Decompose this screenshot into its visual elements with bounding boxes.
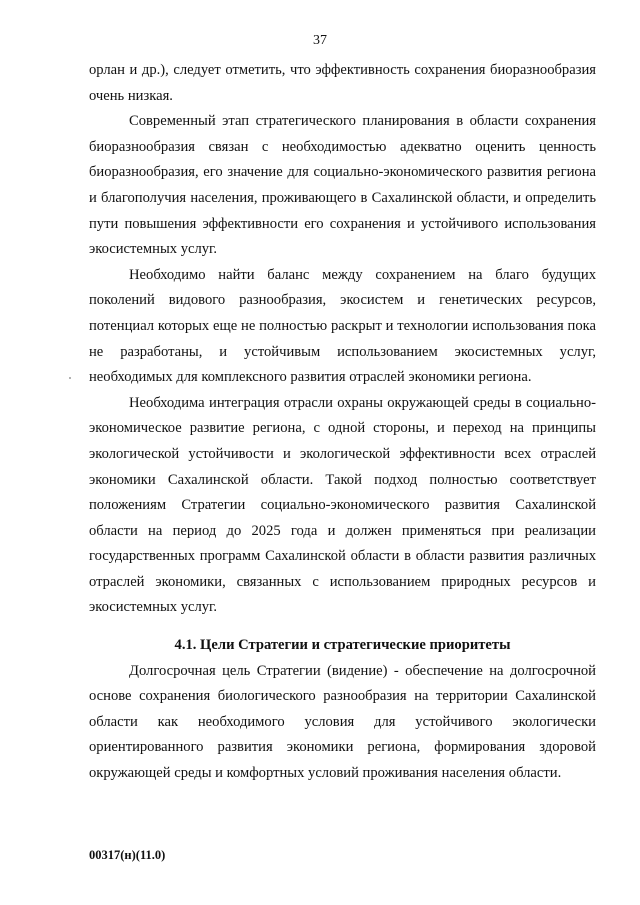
paragraph-strategic-planning: Современный этап стратегического планирования в области сохранения биоразнообразия связан с необходимостью адекватно оценить ценность биоразнообразия, его значение для социально-экономического развития региона и благополучия населения, проживающего в Сахалинской области, и определить пути повышения эффективности его сохранения и устойчивого использования экосистемных услуг. (89, 113, 596, 258)
section-heading: 4.1. Цели Стратегии и стратегические приоритеты (174, 637, 511, 654)
paragraph-continued: орлан и др.), следует отметить, что эффективность сохранения биоразнообразия очень низкая. (89, 62, 596, 104)
scan-artifact-dot (69, 377, 71, 379)
document-code: 00317(н)(11.0) (89, 848, 166, 862)
page-number: 37 (313, 33, 327, 48)
paragraph-long-term-goal: Долгосрочная цель Стратегии (видение) - обеспечение на долгосрочной основе сохранения биологического разнообразия на территории Сахалинской области как необходимого условия для устойчивого экологически ориентированного развития экономики региона, формирования здоровой окружающей среды и комфортных условий проживания населения области. (89, 662, 596, 782)
document-body (89, 58, 596, 787)
paragraph-integration: Необходима интеграция отрасли охраны окружающей среды в социально-экономическое развитие региона, с одной стороны, и переход на принципы экологической устойчивости и экологической эффективности всех отраслей экономики Сахалинской области. Такой подход полностью соответствует положениям Стратегии социально-экономического развития Сахалинской области на период до 2025 года и должен применяться при реализации государственных программ Сахалинской области в области развития различных отраслей экономики, связанных с использованием природных ресурсов и экосистемных услуг. (89, 394, 596, 616)
paragraph-balance: Необходимо найти баланс между сохранением на благо будущих поколений видового разнообразия, экосистем и генетических ресурсов, потенциал которых еще не полностью раскрыт и технологии использования пока не разработаны, и устойчивым использованием экосистемных услуг, необходимых для комплексного развития отраслей экономики региона. (89, 266, 596, 386)
